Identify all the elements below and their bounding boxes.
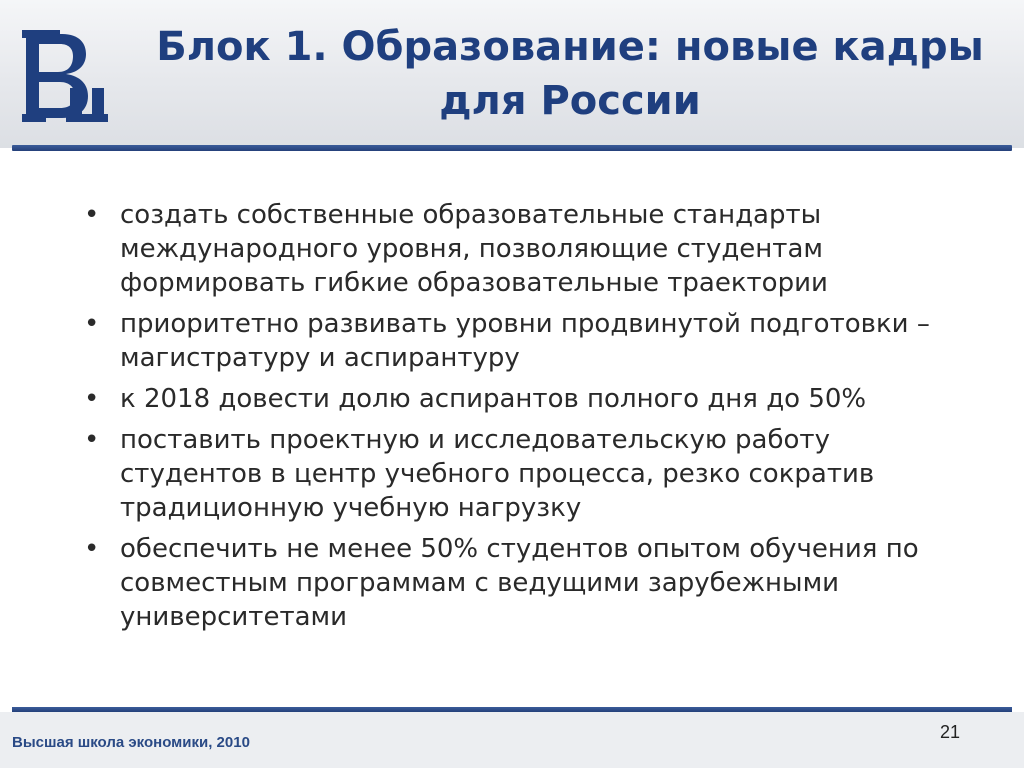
list-item [84,382,964,416]
list-item-text: поставить проектную и исследовательскую работу студентов в центр учебного процесса, резко сократив традиционную учебную нагрузку [120,425,875,523]
slide-title [150,20,990,128]
list-item [84,198,964,300]
list-item-text: к 2018 довести долю аспирантов полного дня до 50% [120,384,867,414]
bullet-icon: • [84,534,100,564]
list-item-text: создать собственные образовательные стандарты международного уровня, позволяющие студентам формировать гибкие образовательные траектории [120,200,828,298]
list-item [84,423,964,525]
list-item [84,307,964,375]
list-item [84,532,964,634]
list-item-text: обеспечить не менее 50% студентов опытом обучения по совместным программам с ведущими зарубежными университетами [120,534,919,632]
header-divider [12,145,1012,151]
slide-title-line-2: для России [439,78,701,124]
footer-caption: Высшая школа экономики, 2010 [12,734,250,751]
hse-logo-icon [22,26,108,126]
bullet-icon: • [84,200,100,230]
bullet-icon: • [84,309,100,339]
bullet-icon: • [84,384,100,414]
bullet-list [84,198,964,641]
list-item-text: приоритетно развивать уровни продвинутой подготовки – магистратуру и аспирантуру [120,309,930,373]
bullet-icon: • [84,425,100,455]
slide-title-line-1: Блок 1. Образование: новые кадры [156,24,984,70]
footer-divider [12,707,1012,712]
page-number: 21 [939,722,961,742]
